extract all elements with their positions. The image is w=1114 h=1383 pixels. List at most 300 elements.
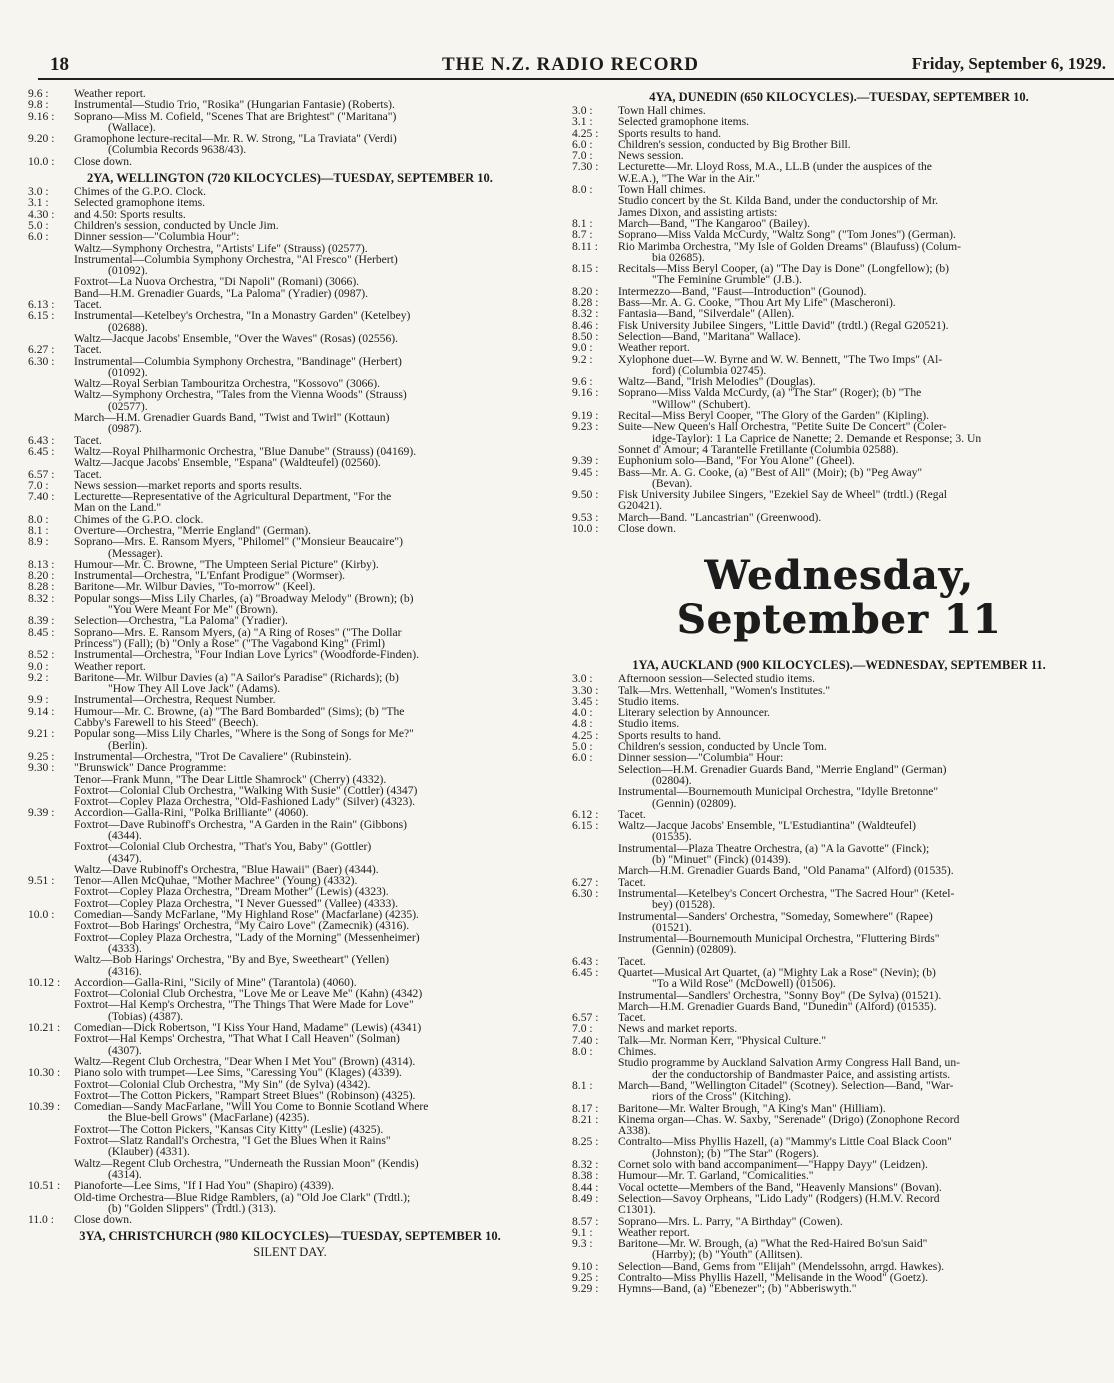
item-line: Waltz—Bob Harings' Orchestra, "By and Bye, Sweetheart" (Yellen) [74, 953, 389, 967]
item-text [74, 536, 552, 559]
item-line: Waltz—Band, "Irish Melodies" (Douglas). [618, 375, 816, 389]
item-time: 8.45 : [28, 625, 55, 639]
item-time: 8.20 : [572, 284, 599, 298]
item-line: Weather report. [618, 1225, 690, 1239]
item-line: Bass—Mr. A. G. Cooke, (a) "Best of All" (Moir); (b) "Peg Away" [618, 465, 923, 479]
item-line: idge-Taylor): 1 La Caprice de Nanette; 2. Demande et Response; 3. Un [652, 431, 982, 445]
item-time: 6.15 : [572, 819, 599, 833]
item-time: 8.21 : [572, 1112, 599, 1126]
item-line: Children's session, conducted by Big Brother Bill. [618, 137, 851, 151]
item-time: 9.20 : [28, 132, 55, 146]
item-line: Soprano—Mrs. E. Ransom Myers, (a) "A Ring of Roses" ("The Dollar [74, 625, 402, 639]
item-line: "How They All Love Jack" (Adams). [108, 682, 281, 696]
schedule-item [572, 421, 1106, 455]
item-line: Instrumental—Orchestra, "Four Indian Love Lyrics" (Woodforde-Finden). [74, 648, 419, 662]
item-time: 7.0 : [28, 478, 49, 492]
item-text [74, 156, 552, 167]
item-line: Town Hall chimes. [618, 183, 706, 197]
schedule-item [572, 967, 1106, 1012]
item-time: 9.3 : [572, 1237, 593, 1251]
item-text [618, 673, 1106, 684]
item-time: 9.21 : [28, 727, 55, 741]
item-line: Chimes of the G.P.O. Clock. [74, 185, 207, 199]
item-line: Humour—Mr. C. Browne, "The Umpteen Serial Picture" (Kirby). [74, 557, 379, 571]
item-line: Foxtrot—Hal Kemp's Orchestra, "The Things That Were Made for Love" [74, 998, 414, 1012]
schedule-item [572, 467, 1106, 490]
item-line: (01092). [108, 264, 148, 278]
item-time: 5.0 : [28, 218, 49, 232]
item-line: Waltz—Jacque Jacobs' Ensemble, "Espana" (Waldteufel) (02560). [74, 456, 381, 470]
item-line: Contralto—Miss Phyllis Hazell, "Melisande in the Wood" (Goetz). [618, 1271, 929, 1285]
header-rule [38, 78, 1114, 80]
item-time: 9.39 : [572, 454, 599, 468]
item-line: (Tobias) (4387). [108, 1009, 184, 1023]
item-time: 3.30 : [572, 683, 599, 697]
item-line: Selected gramophone items. [618, 115, 750, 129]
item-time: 9.39 : [28, 806, 55, 820]
item-time: 6.57 : [572, 1011, 599, 1025]
item-text [618, 752, 1106, 808]
item-text [74, 356, 552, 435]
item-text [74, 1101, 552, 1180]
item-line: Instrumental—Bournemouth Municipal Orchestra, "Fluttering Birds" [618, 932, 940, 946]
item-text [618, 263, 1106, 286]
item-time: 8.1 : [28, 523, 49, 537]
item-line: (01521). [652, 920, 692, 934]
item-time: 9.14 : [28, 704, 55, 718]
item-line: bia 02685). [652, 250, 705, 264]
item-time: 8.32 : [572, 1158, 599, 1172]
item-time: 9.30 : [28, 761, 55, 775]
item-text [74, 706, 552, 729]
item-line: Waltz—Regent Club Orchestra, "Dear When I Met You" (Brown) (4314). [74, 1054, 416, 1068]
item-time: 8.0 : [572, 1045, 593, 1059]
station-heading: 4YA, DUNEDIN (650 KILOCYCLES).—TUESDAY, SEPTEMBER 10. [649, 90, 1029, 104]
item-time: 8.28 : [28, 580, 55, 594]
schedule-item [572, 308, 1106, 319]
item-line: Studio programme by Auckland Salvation Army Congress Hall Band, un- [618, 1056, 960, 1070]
schedule-item [572, 1238, 1106, 1261]
item-time: 6.57 : [28, 467, 55, 481]
item-time: 10.51 : [28, 1179, 61, 1193]
item-text [618, 354, 1106, 377]
schedule-item [28, 909, 552, 977]
item-line: Weather report. [74, 659, 146, 673]
item-line: Tenor—Allen McQuhae, "Mother Machree" (Young) (4332). [74, 874, 358, 888]
item-line: Instrumental—Ketelbey's Concert Orchestra, "The Sacred Hour" (Ketel- [618, 886, 955, 900]
item-time: 8.25 : [572, 1135, 599, 1149]
item-time: 8.28 : [572, 296, 599, 310]
item-time: 6.15 : [28, 309, 55, 323]
schedule-item [572, 752, 1106, 808]
item-text [618, 229, 1106, 240]
item-time: 9.51 : [28, 874, 55, 888]
item-line: Euphonium solo—Band, "For You Alone" (Gheel). [618, 454, 855, 468]
item-line: Baritone—Mr. Wilbur Davies (a) "A Sailor's Paradise" (Richards); (b) [74, 670, 399, 684]
item-line: "Willow" (Schubert). [652, 397, 751, 411]
item-line: Waltz—Royal Serbian Tambouritza Orchestra, "Kossovo" (3066). [74, 377, 380, 391]
item-line: James Dixon, and assisting artists: [618, 205, 778, 219]
schedule-item [572, 354, 1106, 377]
schedule-item [572, 161, 1106, 184]
item-line: Selection—Savoy Orpheans, "Lido Lady" (Rodgers) (H.M.V. Record [618, 1191, 940, 1205]
item-line: Instrumental—Bournemouth Municipal Orchestra, "Idylle Bretonne" [618, 785, 939, 799]
item-line: Foxtrot—La Nuova Orchestra, "Di Napoli" (Romani) (3066). [74, 275, 360, 289]
item-time: 9.23 : [572, 420, 599, 434]
item-text [618, 888, 1106, 956]
schedule-item [572, 263, 1106, 286]
schedule-item [28, 310, 552, 344]
item-time: 6.30 : [572, 886, 599, 900]
schedule-item [572, 1136, 1106, 1159]
item-line: Instrumental—Orchestra, "Trot De Cavaliere" (Rubinstein). [74, 749, 352, 763]
item-text [74, 672, 552, 695]
schedule-item [28, 231, 552, 299]
item-time: 3.45 : [572, 694, 599, 708]
item-line: (Harrby); (b) "Youth" (Allitsen). [652, 1248, 803, 1262]
item-line: Waltz—Royal Philharmonic Orchestra, "Blue Danube" (Strauss) (04169). [74, 444, 417, 458]
item-time: 9.10 : [572, 1259, 599, 1273]
schedule-item [572, 523, 1106, 534]
item-line: Literary selection by Announcer. [618, 706, 770, 720]
item-time: 10.12 : [28, 975, 61, 989]
schedule-item [28, 1180, 552, 1214]
item-time: 7.40 : [28, 490, 55, 504]
item-time: 3.0 : [572, 672, 593, 686]
item-line: (Klauber) (4331). [108, 1145, 190, 1159]
item-line: Lecturette—Mr. Lloyd Ross, M.A., LL.B (under the auspices of the [618, 160, 932, 174]
item-time: 6.43 : [28, 433, 55, 447]
item-line: Selection—H.M. Grenadier Guards Band, "Merrie England" (German) [618, 762, 947, 776]
item-text [618, 455, 1106, 466]
item-text [74, 111, 552, 134]
page-header [38, 52, 1114, 80]
item-line: Popular song—Miss Lily Charles, "Where is the Song of Songs for Me?" [74, 727, 414, 741]
item-text [74, 627, 552, 650]
item-time: 9.6 : [28, 88, 49, 100]
schedule-item [28, 446, 552, 469]
item-text [618, 967, 1106, 1012]
item-time: 9.0 : [572, 341, 593, 355]
item-time: 8.1 : [572, 1078, 593, 1092]
item-text [74, 909, 552, 977]
item-text [618, 116, 1106, 127]
item-line: Fisk University Jubilee Singers, "Ezekiel Say de Wheel" (trdtl.) (Regal [618, 488, 947, 502]
item-line: Accordion—Galla-Rini, "Sicily of Mine" (Tarantola) (4060). [74, 975, 357, 989]
publication-title: THE N.Z. RADIO RECORD [442, 54, 699, 75]
item-text [618, 1114, 1106, 1137]
item-line: A338). [618, 1124, 651, 1138]
item-time: 9.0 : [28, 659, 49, 673]
item-line: Foxtrot—Copley Plaza Orchestra, "Old-Fashioned Lady" (Silver) (4323). [74, 795, 416, 809]
schedule-item [572, 1046, 1106, 1080]
item-line: Sonnet d' Amour; 4 Tarantelle Fretillante (Columbia 02588). [618, 442, 899, 456]
item-text [618, 523, 1106, 534]
item-line: Cabby's Farewell to his Steed" (Beech). [74, 716, 259, 730]
item-time: 8.11 : [572, 239, 598, 253]
item-time: 8.32 : [28, 591, 55, 605]
item-line: Tacet. [618, 1011, 646, 1025]
item-line: Tacet. [74, 343, 102, 357]
item-line: Foxtrot—Hal Kemps' Orchestra, "That What I Call Heaven" (Solman) [74, 1032, 400, 1046]
item-text [618, 685, 1106, 696]
item-text [74, 231, 552, 299]
schedule-item [28, 111, 552, 134]
item-line: Tacet. [618, 954, 646, 968]
item-line: Popular songs—Miss Lily Charles, (a) "Broadway Melody" (Brown); (b) [74, 591, 414, 605]
item-line: Instrumental—Columbia Symphony Orchestra, "Al Fresco" (Herbert) [74, 252, 398, 266]
item-line: Instrumental—Ketelbey's Orchestra, "In a Monastry Garden" (Ketelbey) [74, 309, 411, 323]
item-line: "You Were Meant For Me" (Brown). [108, 603, 279, 617]
item-text [74, 1022, 552, 1067]
item-line: Fisk University Jubilee Singers, "Little David" (trdtl.) (Regal G20521). [618, 318, 949, 332]
item-time: 7.0 : [572, 149, 593, 163]
item-line: Waltz—Symphony Orchestra, "Tales from the Vienna Woods" (Strauss) [74, 388, 407, 402]
item-line: Studio concert by the St. Kilda Band, under the conductorship of Mr. [618, 194, 939, 208]
item-line: (4344). [108, 829, 142, 842]
item-line: Town Hall chimes. [618, 104, 706, 117]
item-line: Bass—Mr. A. G. Cooke, "Thou Art My Life" (Mascheroni). [618, 296, 896, 310]
item-text [74, 728, 552, 751]
schedule-item [28, 99, 552, 110]
schedule-item [572, 673, 1106, 684]
item-time: 4.30 : [28, 207, 55, 221]
item-time: 9.45 : [572, 465, 599, 479]
item-time: 9.53 : [572, 510, 599, 524]
item-time: 8.0 : [28, 512, 49, 526]
item-time: 8.1 : [572, 216, 593, 230]
item-time: 8.13 : [28, 557, 55, 571]
schedule-item [572, 1170, 1106, 1181]
item-time: 10.0 : [28, 154, 55, 168]
item-time: 6.0 : [572, 751, 593, 765]
item-line: (01535). [652, 830, 692, 844]
item-line: Tacet. [618, 875, 646, 889]
item-line: and 4.50: Sports results. [74, 207, 186, 221]
item-text [618, 1193, 1106, 1216]
item-time: 6.13 : [28, 298, 55, 312]
item-line: der the conductorship of Bandmaster Paice, and assisting artists. [652, 1067, 951, 1081]
item-text [618, 1238, 1106, 1261]
item-text [74, 593, 552, 616]
item-line: G20421). [618, 499, 663, 513]
item-line: (4307). [108, 1043, 142, 1057]
item-line: Lecturette—Representative of the Agricultural Department, "For the [74, 490, 392, 504]
item-text [618, 387, 1106, 410]
item-text [74, 1067, 552, 1101]
item-line: Rio Marimba Orchestra, "My Isle of Golden Dreams" (Blaufuss) (Colum- [618, 239, 962, 253]
item-line: Comedian—Dick Robertson, "I Kiss Your Hand, Madame" (Lewis) (4341) [74, 1021, 422, 1035]
item-line: Tacet. [74, 298, 102, 312]
item-line: Gramophone lecture-recital—Mr. R. W. Strong, "La Traviata" (Verdi) [74, 132, 397, 146]
item-time: 9.29 : [572, 1282, 599, 1296]
item-text [618, 467, 1106, 490]
schedule-item [572, 820, 1106, 876]
item-line: Selection—Band, Gems from "Elijah" (Mendelssohn, arrgd. Hawkes). [618, 1259, 945, 1273]
item-line: Chimes. [618, 1045, 657, 1059]
item-text [618, 1216, 1106, 1227]
item-text [74, 649, 552, 660]
item-line: ford) (Columbia 02745). [652, 363, 767, 377]
item-text [618, 139, 1106, 150]
item-time: 8.15 : [572, 262, 599, 276]
item-line: Hymns—Band, (a) "Ebenezer"; (b) "Abberiswyth." [618, 1282, 857, 1296]
schedule-item [572, 1193, 1106, 1216]
item-text [618, 1080, 1106, 1103]
item-text [618, 512, 1106, 523]
item-line: Dinner session—"Columbia" Hour: [618, 751, 784, 765]
item-time: 8.50 : [572, 329, 599, 343]
item-line: Man on the Land." [74, 501, 162, 515]
item-time: 9.2 : [28, 670, 49, 684]
item-line: "To a Wild Rose" (McDowell) (01506). [652, 977, 836, 991]
item-time: 3.0 : [28, 185, 49, 199]
item-line: (b) "Golden Slippers" (Trdtl.) (313). [108, 1201, 277, 1215]
item-time: 6.27 : [28, 343, 55, 357]
schedule-item [572, 241, 1106, 264]
page-number: 18 [50, 54, 69, 75]
item-time: 6.45 : [28, 444, 55, 458]
item-time: 6.0 : [572, 137, 593, 151]
item-text [74, 491, 552, 514]
schedule-item [28, 1022, 552, 1067]
item-line: Instrumental—Orchestra, "L'Enfant Prodigue" (Wormser). [74, 569, 346, 583]
item-line: (4314). [108, 1167, 142, 1181]
item-time: 4.8 : [572, 717, 593, 731]
item-time: 11.0 : [28, 1213, 54, 1227]
item-text [618, 1046, 1106, 1080]
item-text [74, 807, 552, 875]
item-time: 3.1 : [572, 115, 593, 129]
schedule-item [28, 344, 552, 355]
item-line: Weather report. [74, 88, 146, 100]
item-line: Sports results to hand. [618, 126, 722, 140]
item-line: Soprano—Miss M. Cofield, "Scenes That are Brightest" ("Maritana") [74, 109, 397, 123]
item-line: Foxtrot—Copley Plaza Orchestra, "Lady of the Morning" (Messenheimer) [74, 930, 420, 944]
item-time: 7.30 : [572, 160, 599, 174]
schedule-item [28, 627, 552, 650]
schedule-item [28, 649, 552, 660]
schedule-item [572, 229, 1106, 240]
station-heading: 1YA, AUCKLAND (900 KILOCYCLES).—WEDNESDAY, SEPTEMBER 11. [632, 658, 1046, 673]
schedule-item [28, 1214, 552, 1225]
item-text [618, 1283, 1106, 1294]
item-line: Foxtrot—Copley Plaza Orchestra, "I Never Guessed" (Vallee) (4333). [74, 896, 399, 910]
item-text [618, 1136, 1106, 1159]
item-time: 8.9 : [28, 535, 49, 549]
item-line: Comedian—Sandy McFarlane, "My Highland Rose" (Macfarlane) (4235). [74, 908, 419, 922]
item-time: 3.1 : [28, 196, 49, 210]
item-line: Soprano—Mrs. E. Ransom Myers, "Philomel" ("Monsieur Beaucaire") [74, 535, 404, 549]
item-line: March—Band, "The Kangaroo" (Bailey). [618, 216, 811, 230]
item-line: Intermezzo—Band, "Faust—Introduction" (Gounod). [618, 284, 867, 298]
item-line: (4316). [108, 964, 142, 978]
schedule-item [28, 807, 552, 875]
item-text [618, 184, 1106, 218]
schedule-item [28, 728, 552, 751]
item-line: Weather report. [618, 341, 690, 355]
item-line: Xylophone duet—W. Byrne and W. W. Bennett, "The Two Imps" (Al- [618, 352, 943, 366]
item-line: Foxtrot—Colonial Club Orchestra, "That's You, Baby" (Gottler) [74, 840, 372, 854]
schedule-item [572, 1080, 1106, 1103]
item-line: Children's session, conducted by Uncle Tom. [618, 740, 827, 754]
schedule-item [572, 342, 1106, 353]
item-line: Waltz—Dave Rubinoff's Orchestra, "Blue Hawaii" (Baer) (4344). [74, 862, 379, 876]
item-line: Soprano—Miss Valda McCurdy, (a) "The Star" (Roger); (b) "The [618, 386, 922, 400]
schedule-item [572, 1283, 1106, 1294]
item-line: Cornet solo with band accompaniment—"Happy Dayy" (Leidzen). [618, 1158, 928, 1172]
item-text [618, 707, 1106, 718]
item-line: March—H.M. Grenadier Guards Band, "Dunedin" (Alford) (01535). [618, 999, 937, 1013]
item-line: (Messager). [108, 546, 164, 560]
item-text [74, 446, 552, 469]
item-time: 9.16 : [572, 386, 599, 400]
item-line: Talk—Mr. Norman Kerr, "Physical Culture." [618, 1033, 827, 1047]
item-text [618, 331, 1106, 342]
item-time: 10.30 : [28, 1066, 61, 1080]
item-time: 5.0 : [572, 740, 593, 754]
item-line: Studio items. [618, 717, 680, 731]
item-line: Instrumental—Sanders' Orchestra, "Someday, Somewhere" (Rapee) [618, 909, 933, 923]
item-time: 9.2 : [572, 352, 593, 366]
item-line: Tacet. [618, 807, 646, 821]
station-heading: 3YA, CHRISTCHURCH (980 KILOCYCLES)—TUESDAY, SEPTEMBER 10. [79, 1229, 501, 1244]
item-line: Band—H.M. Grenadier Guards, "La Paloma" (Yradier) (0987). [74, 286, 369, 300]
item-line: "The Feminine Grumble" (J.B.). [652, 273, 802, 287]
item-line: the Blue-bell Grows" (MacFarlane) (4235). [108, 1111, 310, 1125]
item-line: Close down. [618, 521, 676, 535]
item-line: Waltz—Regent Club Orchestra, "Underneath the Russian Moon" (Kendis) [74, 1156, 419, 1170]
section-gap [28, 1260, 552, 1262]
schedule-item [28, 615, 552, 626]
item-time: 8.52 : [28, 648, 55, 662]
day-banner-title: Wednesday, September 11 [676, 552, 1002, 644]
item-line: Foxtrot—Copley Plaza Orchestra, "Dream Mother" (Lewis) (4323). [74, 885, 389, 899]
item-line: (Bevan). [652, 476, 693, 490]
item-line: Humour—Mr. T. Garland, "Comicalities." [618, 1169, 814, 1183]
item-line: (Gennin) (02809). [652, 796, 737, 810]
item-line: Selection—Band, "Maritana" Wallace). [618, 329, 801, 343]
item-text [74, 1214, 552, 1225]
item-text [74, 977, 552, 1022]
item-line: Foxtrot—Colonial Club Orchestra, "My Sin" (de Sylva) (4342). [74, 1077, 371, 1091]
item-time: 6.43 : [572, 954, 599, 968]
schedule-item [572, 184, 1106, 218]
item-line: Piano solo with trumpet—Lee Sims, "Caressing You" (Klages) (4339). [74, 1066, 402, 1080]
schedule-item [572, 116, 1106, 127]
item-line: (02577). [108, 399, 148, 413]
item-time: 7.0 : [572, 1022, 593, 1036]
item-line: Foxtrot—Slatz Randall's Orchestra, "I Get the Blues When it Rains" [74, 1134, 391, 1148]
item-time: 8.20 : [28, 569, 55, 583]
item-line: Foxtrot—Colonial Club Orchestra, "Love Me or Leave Me" (Kahn) (4342) [74, 987, 423, 1001]
item-time: 9.50 : [572, 488, 599, 502]
item-line: Tacet. [74, 433, 102, 447]
item-line: Recitals—Miss Beryl Cooper, (a) "The Day is Done" (Longfellow); (b) [618, 262, 949, 276]
item-line: Foxtrot—Dave Rubinoff's Orchestra, "A Garden in the Rain" (Gibbons) [74, 817, 408, 831]
item-text [618, 1035, 1106, 1046]
item-line: News and market reports. [618, 1022, 738, 1036]
item-time: 6.45 : [572, 966, 599, 979]
item-time: 9.1 : [572, 1225, 593, 1239]
schedule-item [28, 1101, 552, 1180]
item-text [618, 820, 1106, 876]
station-subheading: SILENT DAY. [253, 1245, 327, 1260]
item-text [74, 310, 552, 344]
schedule-item [28, 672, 552, 695]
schedule-item [28, 356, 552, 435]
item-text [74, 875, 552, 909]
